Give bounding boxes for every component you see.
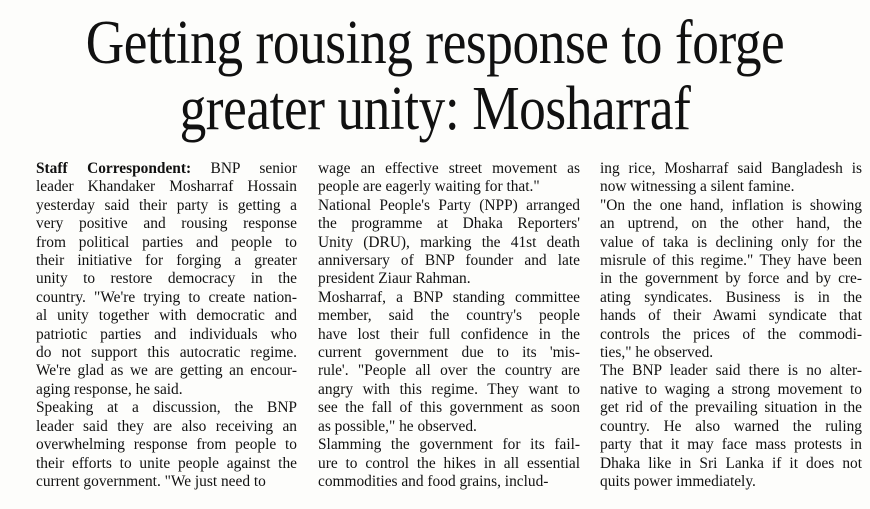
article-line: ure to control the hikes in all essential	[318, 454, 580, 472]
article-line: as possible," he observed.	[318, 417, 477, 435]
article-line: quits power immediately.	[600, 472, 756, 490]
article-line: Slamming the government for its fail-	[318, 436, 580, 454]
article-line: native to waging a strong movement to	[600, 380, 862, 398]
article-line: party that it may face mass protests in	[600, 436, 862, 454]
article-line: do not support this autocratic regime.	[36, 344, 297, 362]
article-line: We're glad as we are getting an encour-	[36, 362, 297, 380]
article-line: see the fall of this government as soon	[318, 399, 580, 417]
article-column-1	[36, 160, 297, 491]
article-line: value of taka is declining only for the	[600, 233, 862, 251]
article-line: controls the prices of the commodi-	[600, 325, 862, 343]
article-line: their initiative for forging a greater	[36, 252, 297, 270]
article-line: people are eagerly waiting for that."	[318, 178, 540, 196]
article-line: member, said the country's people	[318, 307, 580, 325]
headline-line-1: Getting rousing response to forge	[85, 9, 785, 77]
article-line: leader said they are also receiving an	[36, 417, 297, 435]
article-line: The BNP leader said there is no alter-	[600, 362, 862, 380]
article-line: National People's Party (NPP) arranged	[318, 196, 580, 214]
article-line: overwhelming response from people to	[36, 436, 297, 454]
article-line: ties," he observed.	[600, 344, 714, 362]
article-line: from political parties and people to	[36, 233, 297, 251]
article-line: very positive and rousing response	[36, 215, 297, 233]
article-column-2	[318, 160, 580, 491]
article-line: wage an effective street movement as	[318, 160, 580, 177]
article-line: leader Khandaker Mosharraf Hossain	[36, 178, 297, 196]
article-line: country. He also warned the ruling	[600, 417, 862, 435]
headline-line-2: greater unity: Mosharraf	[179, 75, 691, 143]
article-line: aging response, he said.	[36, 380, 183, 398]
article-line: ing rice, Mosharraf said Bangladesh is	[600, 160, 862, 177]
article-line: country. "We're trying to create nation-	[36, 288, 297, 306]
article-line: ating syndicates. Business is in the	[600, 288, 862, 306]
article-line: in the government by force and by cre-	[600, 270, 862, 288]
article-line: anniversary of BNP founder and late	[318, 252, 580, 270]
article-line: president Ziaur Rahman.	[318, 270, 471, 288]
article-line: yesterday said their party is getting a	[36, 196, 297, 214]
byline: Staff Correspondent:	[36, 160, 192, 177]
article-line: misrule of this regime." They have been	[600, 252, 862, 270]
article-line: an uptrend, on the other hand, the	[600, 215, 862, 233]
article-line-text: BNP senior	[191, 160, 297, 177]
article-line: Dhaka like in Sri Lanka if it does not	[600, 454, 862, 472]
article-line: al unity together with democratic and	[36, 307, 297, 325]
headline	[61, 10, 809, 142]
article-line: Unity (DRU), marking the 41st death	[318, 233, 580, 251]
article-line: commodities and food grains, includ-	[318, 472, 549, 490]
article-line: get rid of the prevailing situation in the	[600, 399, 862, 417]
article-line: the programme at Dhaka Reporters'	[318, 215, 580, 233]
article-line: rule'. "People all over the country are	[318, 362, 580, 380]
article-line: hands of their Awami syndicate that	[600, 307, 862, 325]
article-line: unity to restore democracy in the	[36, 270, 297, 288]
article-line: angry with this regime. They want to	[318, 380, 580, 398]
article-line: "On the one hand, inflation is showing	[600, 196, 862, 214]
article-line: Speaking at a discussion, the BNP	[36, 399, 297, 417]
article-line: their efforts to unite people against the	[36, 454, 297, 472]
article-line: now witnessing a silent famine.	[600, 178, 795, 196]
article-line	[36, 160, 297, 178]
article-line: have lost their full confidence in the	[318, 325, 580, 343]
article-line: current government. "We just need to	[36, 472, 266, 490]
article-line: patriotic parties and individuals who	[36, 325, 297, 343]
article-line: Mosharraf, a BNP standing committee	[318, 288, 580, 306]
article-line: current government due to its 'mis-	[318, 344, 580, 362]
article-column-3	[600, 160, 862, 491]
